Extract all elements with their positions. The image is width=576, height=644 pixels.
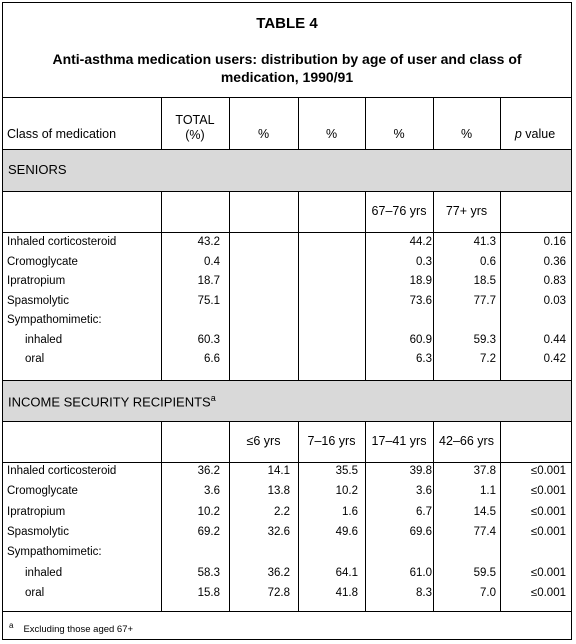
table-cell-c4: 41.3 xyxy=(473,236,496,248)
footnote xyxy=(9,621,133,635)
table-cell-c3: 60.9 xyxy=(409,333,432,346)
table-cell-c2: 41.8 xyxy=(335,586,358,599)
table-cell-p: ≤0.001 xyxy=(530,485,566,498)
table-cell-c3: 44.2 xyxy=(409,236,432,248)
column-divider xyxy=(500,97,501,149)
table-title: TABLE 4 xyxy=(256,15,318,32)
table-cell-c4: 14.5 xyxy=(473,505,496,518)
table-cell-c2: 49.6 xyxy=(335,525,358,538)
row-label: Sympathomimetic: xyxy=(7,314,102,326)
header-percent: % xyxy=(393,127,405,141)
age-group-label: 77+ yrs xyxy=(445,204,488,218)
table-cell-c3: 73.6 xyxy=(409,294,432,307)
table-cell-c3: 61.0 xyxy=(409,566,432,579)
column-divider xyxy=(365,97,366,149)
title-block xyxy=(3,3,571,98)
column-divider xyxy=(229,192,230,380)
table-cell-p: 0.44 xyxy=(543,333,566,346)
table-cell-total: 36.2 xyxy=(197,465,220,477)
table-cell-total: 18.7 xyxy=(197,275,220,287)
row-label: Inhaled corticosteroid xyxy=(7,465,117,477)
table-cell-c3: 3.6 xyxy=(416,485,432,498)
table-cell-c4: 18.5 xyxy=(473,275,496,287)
row-label: Spasmolytic xyxy=(7,525,69,538)
table-cell-c4: 59.5 xyxy=(473,566,496,579)
row-label: Sympathomimetic: xyxy=(7,546,102,559)
column-divider xyxy=(433,422,434,611)
age-group-label: 7–16 yrs xyxy=(307,434,356,448)
table-cell-total: 15.8 xyxy=(197,586,220,599)
table-cell-c1: 13.8 xyxy=(267,485,290,498)
header-percent: % xyxy=(460,127,473,141)
section-label-text: SENIORS xyxy=(8,162,67,177)
header-percent: % xyxy=(325,127,338,141)
header-p-value: p value xyxy=(514,127,556,141)
column-divider xyxy=(298,192,299,380)
table-cell-total: 43.2 xyxy=(197,236,220,248)
table-cell-c1: 72.8 xyxy=(267,586,290,599)
table-cell-total: 10.2 xyxy=(197,505,220,518)
section-bottom-rule xyxy=(3,611,571,612)
row-label: Spasmolytic xyxy=(7,294,69,307)
column-divider xyxy=(500,422,501,611)
column-divider xyxy=(298,97,299,149)
row-label: Ipratropium xyxy=(7,275,66,287)
row-label: inhaled xyxy=(25,333,63,346)
column-divider xyxy=(433,192,434,380)
row-label: Inhaled corticosteroid xyxy=(7,236,117,248)
table-cell-c4: 37.8 xyxy=(473,465,496,477)
table-cell-c3: 6.3 xyxy=(416,353,432,365)
column-divider xyxy=(161,422,162,611)
column-divider xyxy=(229,422,230,611)
footnote-text: Excluding those aged 67+ xyxy=(23,624,134,636)
table-cell-p: 0.03 xyxy=(543,294,566,307)
table-cell-c3: 6.7 xyxy=(416,505,432,518)
table-cell-total: 60.3 xyxy=(197,333,220,346)
table-frame xyxy=(2,2,572,640)
column-divider xyxy=(229,97,230,149)
section-label-seniors xyxy=(8,162,67,177)
table-cell-total: 69.2 xyxy=(197,525,220,538)
table-cell-p: ≤0.001 xyxy=(530,465,566,477)
table-cell-c3: 8.3 xyxy=(416,586,432,599)
table-cell-c3: 39.8 xyxy=(409,465,432,477)
table-cell-c3: 69.6 xyxy=(409,525,432,538)
table-cell-c4: 7.0 xyxy=(480,586,496,599)
table-cell-c4: 59.3 xyxy=(473,333,496,346)
table-cell-c4: 77.7 xyxy=(473,294,496,307)
row-label: oral xyxy=(25,353,45,365)
table-cell-total: 3.6 xyxy=(204,485,220,498)
row-label: Cromoglycate xyxy=(7,255,78,268)
age-group-label: ≤6 yrs xyxy=(246,434,281,448)
table-cell-c1: 36.2 xyxy=(267,566,290,579)
table-cell-c2: 64.1 xyxy=(335,566,358,579)
row-label: Cromoglycate xyxy=(7,485,78,498)
table-cell-p: ≤0.001 xyxy=(530,566,566,579)
table-cell-c1: 14.1 xyxy=(267,465,290,477)
age-group-label: 17–41 yrs xyxy=(371,434,427,448)
table-cell-c4: 77.4 xyxy=(473,525,496,538)
footnote-marker: a xyxy=(9,621,14,630)
table-cell-p: ≤0.001 xyxy=(530,525,566,538)
age-group-label: 67–76 yrs xyxy=(371,204,427,218)
p-symbol: p xyxy=(514,127,522,141)
column-divider xyxy=(433,97,434,149)
table-cell-total: 0.4 xyxy=(204,255,220,268)
table-cell-c4: 1.1 xyxy=(480,485,496,498)
row-label: inhaled xyxy=(25,566,63,579)
table-cell-c1: 2.2 xyxy=(274,505,290,518)
column-divider xyxy=(161,192,162,380)
age-row-rule xyxy=(3,462,571,463)
section-label-text: INCOME SECURITY RECIPIENTS xyxy=(8,393,211,409)
table-cell-p: 0.83 xyxy=(543,275,566,287)
table-cell-p: ≤0.001 xyxy=(530,505,566,518)
table-cell-p: 0.16 xyxy=(543,236,566,248)
section-band-seniors xyxy=(3,150,571,192)
table-subtitle: Anti-asthma medication users: distribution by age of user and class of medication, 1990/91 xyxy=(52,51,522,85)
header-total: TOTAL (%) xyxy=(175,113,215,142)
header-class-of-medication: Class of medication xyxy=(7,127,117,141)
table-cell-c4: 7.2 xyxy=(480,353,496,365)
table-cell-total: 75.1 xyxy=(197,294,220,307)
column-divider xyxy=(365,192,366,380)
table-cell-c2: 10.2 xyxy=(335,485,358,498)
table-cell-total: 6.6 xyxy=(204,353,220,365)
table-cell-c2: 35.5 xyxy=(335,465,358,477)
column-divider xyxy=(500,192,501,380)
table-cell-c2: 1.6 xyxy=(342,505,358,518)
table-cell-p: ≤0.001 xyxy=(530,586,566,599)
age-group-label: 42–66 yrs xyxy=(439,434,494,448)
age-row-rule xyxy=(3,232,571,233)
column-divider xyxy=(298,422,299,611)
header-percent: % xyxy=(257,127,270,141)
table-cell-c4: 0.6 xyxy=(480,255,496,268)
section-label-income xyxy=(8,393,216,409)
table-cell-total: 58.3 xyxy=(197,566,220,579)
row-label: Ipratropium xyxy=(7,505,66,518)
table-cell-p: 0.36 xyxy=(543,255,566,268)
table-cell-c1: 32.6 xyxy=(267,525,290,538)
table-cell-c3: 18.9 xyxy=(409,275,432,287)
table-cell-p: 0.42 xyxy=(543,353,566,365)
row-label: oral xyxy=(25,586,45,599)
table-cell-c3: 0.3 xyxy=(416,255,432,268)
footnote-marker: a xyxy=(210,392,216,403)
column-divider xyxy=(365,422,366,611)
